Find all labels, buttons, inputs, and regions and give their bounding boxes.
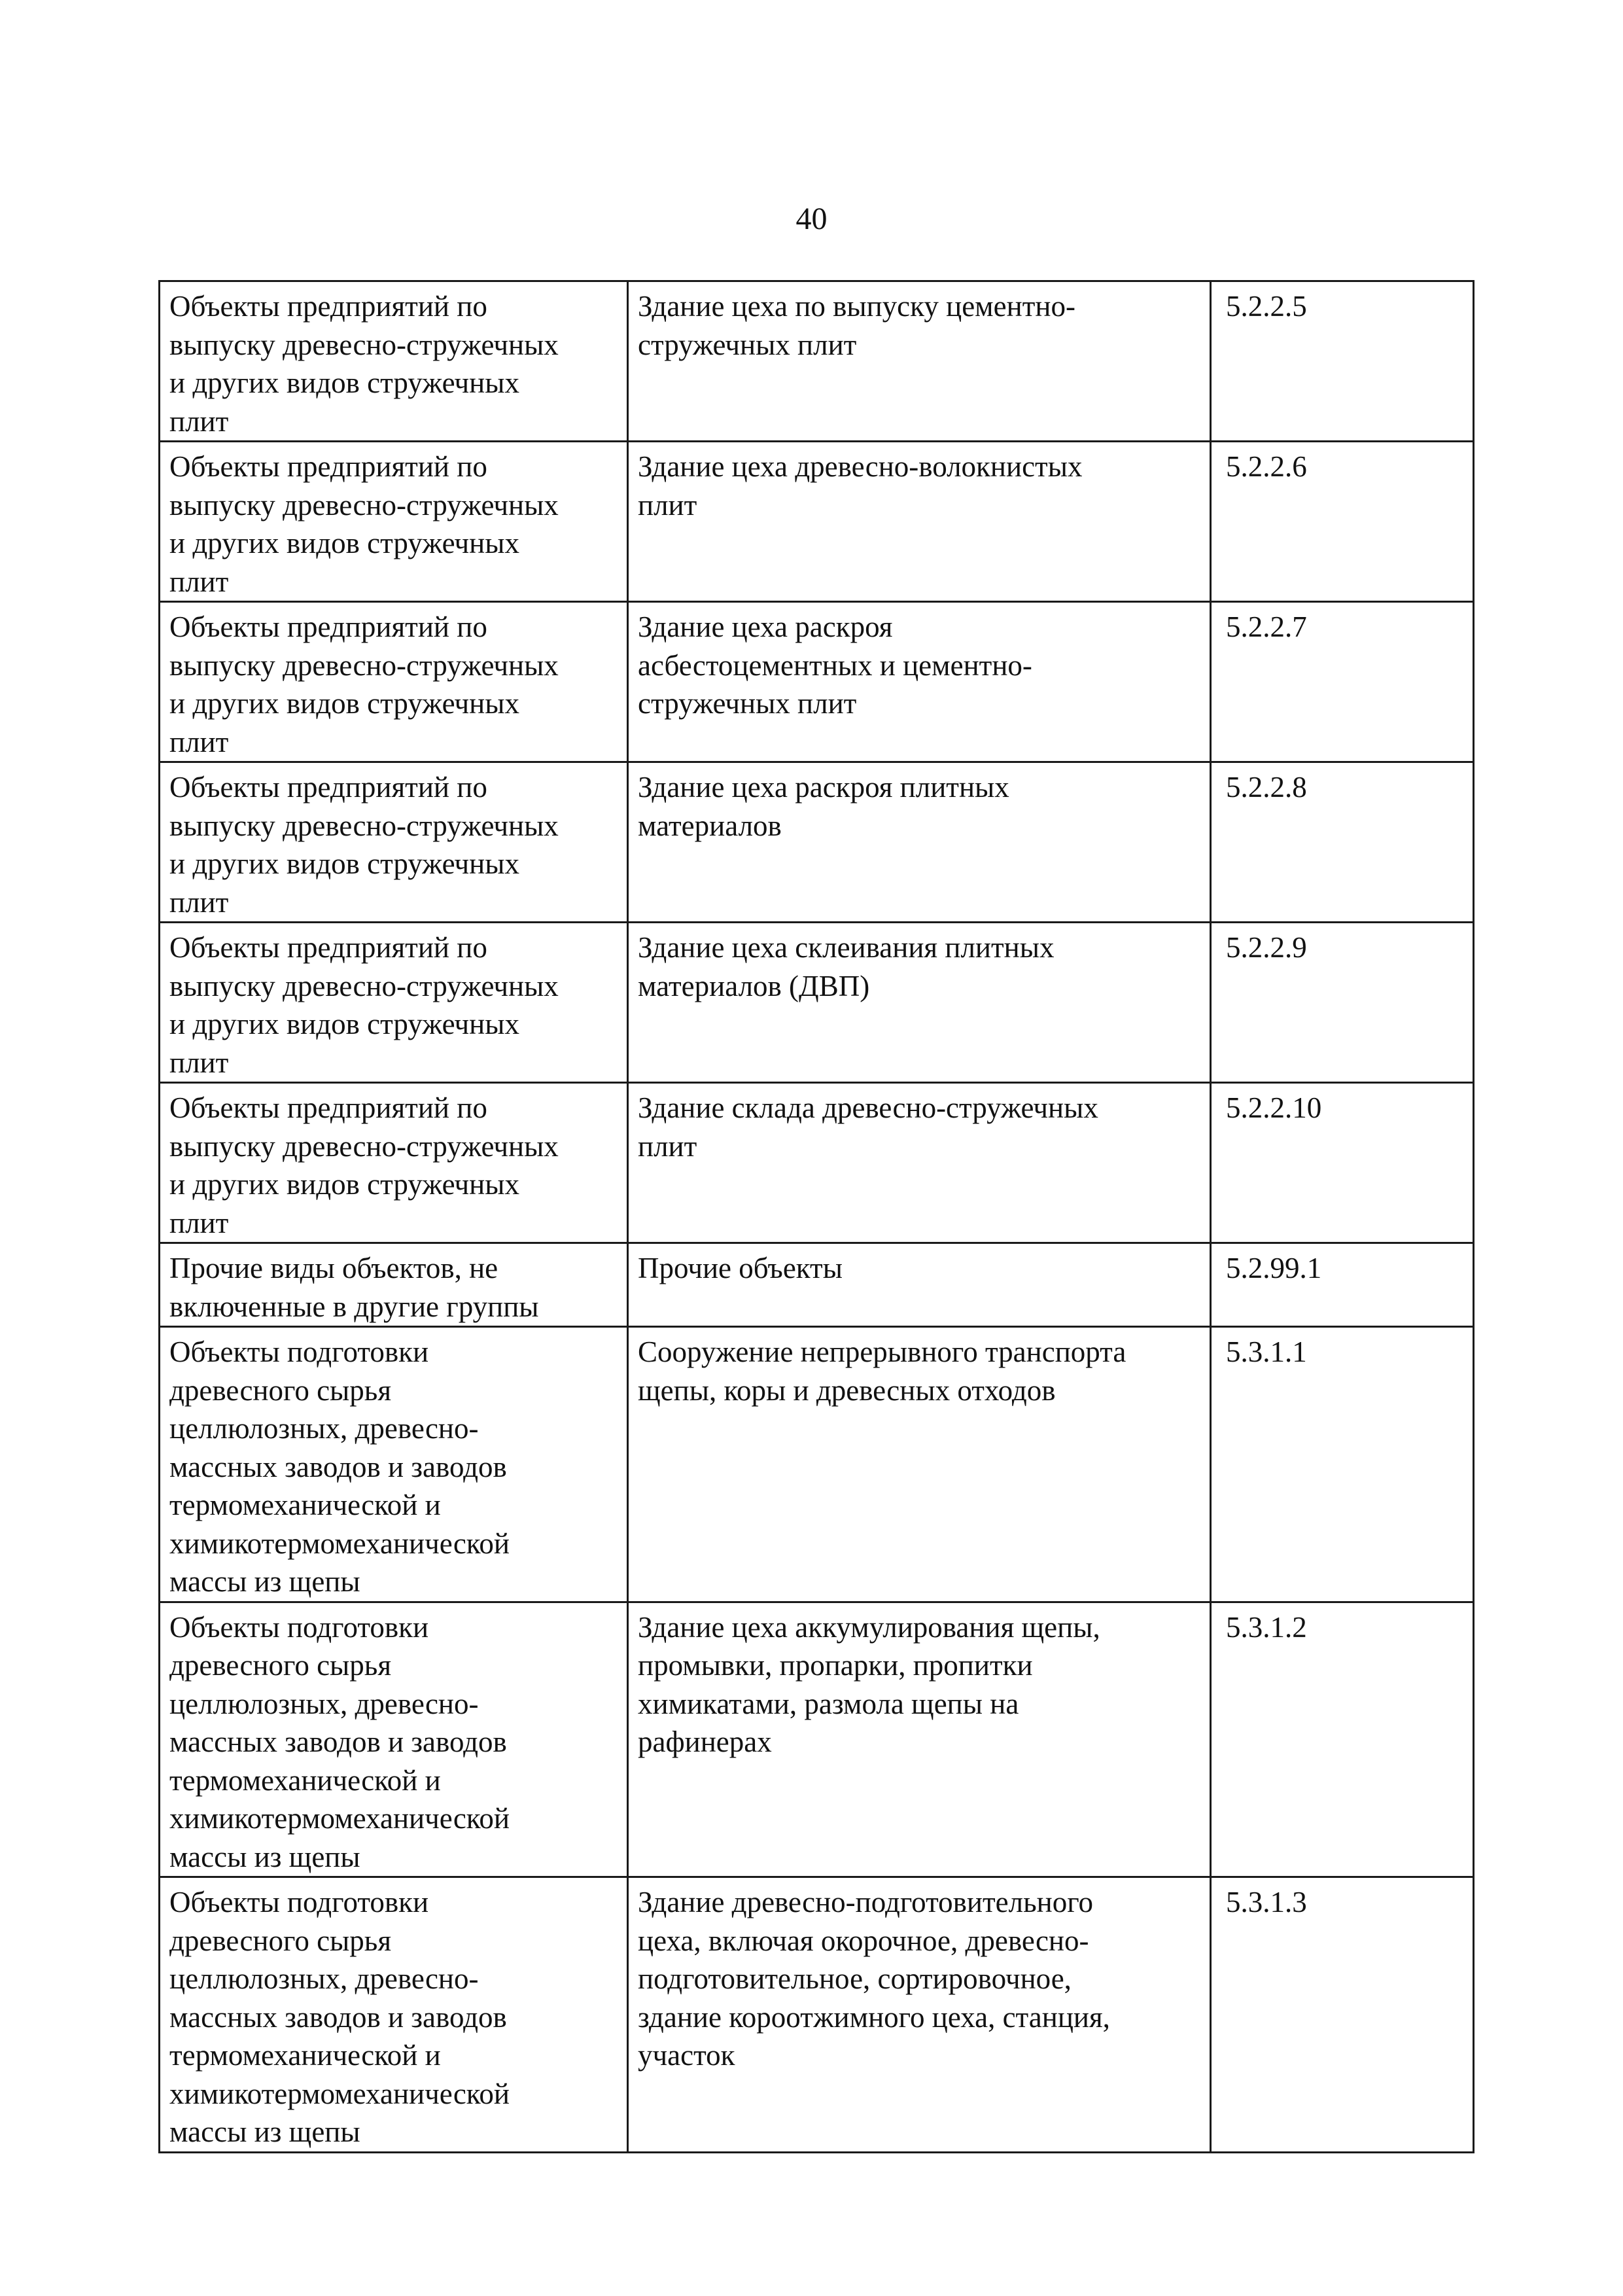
code-cell: 5.3.1.1 — [1211, 1327, 1474, 1602]
table-row — [160, 1083, 1474, 1243]
code-cell: 5.2.2.10 — [1211, 1083, 1474, 1243]
object-type-cell: Объекты предприятий по выпуску древесно-стружечных и других видов стружечных плит — [160, 602, 628, 762]
table-row — [160, 923, 1474, 1083]
object-name-cell: Здание склада древесно-стружечных плит — [628, 1083, 1211, 1243]
table-row — [160, 1327, 1474, 1602]
object-name-cell: Здание древесно-подготовительного цеха, включая окорочное, древесно- подготовительное, сортировочное, здание короотжимного цеха, станция, участок — [628, 1877, 1211, 2153]
object-name-cell: Здание цеха раскроя плитных материалов — [628, 762, 1211, 923]
object-name-cell: Здание цеха по выпуску цементно- стружечных плит — [628, 281, 1211, 442]
table-row — [160, 1877, 1474, 2153]
table-row — [160, 1243, 1474, 1327]
code-cell: 5.2.2.8 — [1211, 762, 1474, 923]
object-name-cell: Сооружение непрерывного транспорта щепы, коры и древесных отходов — [628, 1327, 1211, 1602]
object-type-cell: Объекты предприятий по выпуску древесно-стружечных и других видов стружечных плит — [160, 923, 628, 1083]
object-type-cell: Объекты предприятий по выпуску древесно-стружечных и других видов стружечных плит — [160, 1083, 628, 1243]
object-name-cell: Здание цеха аккумулирования щепы, промывки, пропарки, пропитки химикатами, размола щепы на рафинерах — [628, 1602, 1211, 1877]
code-cell: 5.3.1.2 — [1211, 1602, 1474, 1877]
table-row — [160, 1602, 1474, 1877]
object-name-cell: Прочие объекты — [628, 1243, 1211, 1327]
object-type-cell: Объекты подготовки древесного сырья целлюлозных, древесно- массных заводов и заводов термомеханической и химикотермомеханической массы из щепы — [160, 1602, 628, 1877]
object-name-cell: Здание цеха раскроя асбестоцементных и цементно- стружечных плит — [628, 602, 1211, 762]
object-name-cell: Здание цеха древесно-волокнистых плит — [628, 442, 1211, 602]
table-row — [160, 442, 1474, 602]
code-cell: 5.2.2.5 — [1211, 281, 1474, 442]
object-type-cell: Объекты предприятий по выпуску древесно-стружечных и других видов стружечных плит — [160, 442, 628, 602]
object-type-cell: Объекты предприятий по выпуску древесно-стружечных и других видов стружечных плит — [160, 762, 628, 923]
classification-table — [158, 280, 1475, 2153]
code-cell: 5.2.2.6 — [1211, 442, 1474, 602]
object-type-cell: Прочие виды объектов, не включенные в другие группы — [160, 1243, 628, 1327]
code-cell: 5.3.1.3 — [1211, 1877, 1474, 2153]
object-type-cell: Объекты подготовки древесного сырья целлюлозных, древесно- массных заводов и заводов термомеханической и химикотермомеханической массы из щепы — [160, 1327, 628, 1602]
object-type-cell: Объекты предприятий по выпуску древесно-стружечных и других видов стружечных плит — [160, 281, 628, 442]
object-type-cell: Объекты подготовки древесного сырья целлюлозных, древесно- массных заводов и заводов термомеханической и химикотермомеханической массы из щепы — [160, 1877, 628, 2153]
code-cell: 5.2.2.7 — [1211, 602, 1474, 762]
code-cell: 5.2.2.9 — [1211, 923, 1474, 1083]
table-row — [160, 602, 1474, 762]
table-row — [160, 281, 1474, 442]
code-cell: 5.2.99.1 — [1211, 1243, 1474, 1327]
object-name-cell: Здание цеха склеивания плитных материалов (ДВП) — [628, 923, 1211, 1083]
table-row — [160, 762, 1474, 923]
page-number: 40 — [795, 202, 828, 236]
